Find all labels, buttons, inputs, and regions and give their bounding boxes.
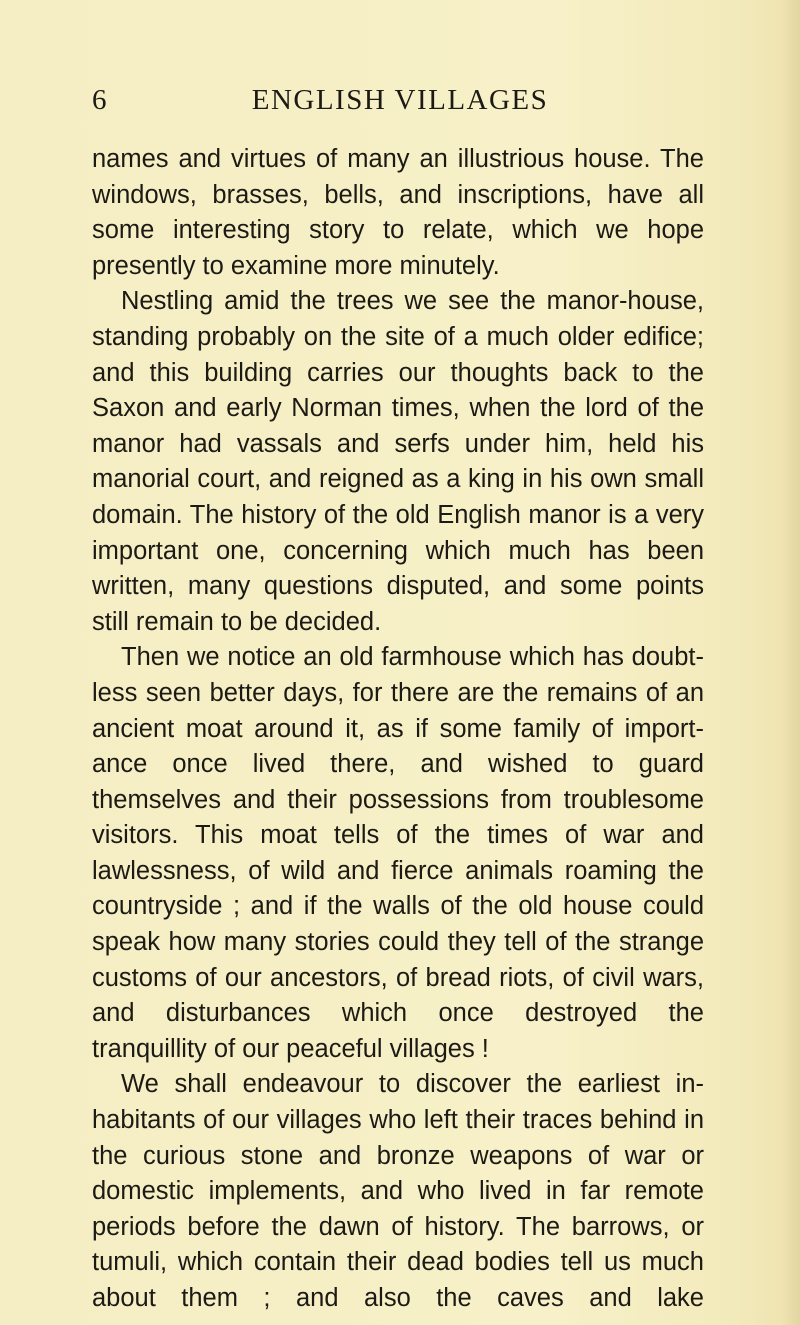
paragraph-manor-house: Nestling amid the trees we see the manor-house, standing probably on the site of a much older edifice; and this building carries our thoughts back to the Saxon and early Norman times, when the lord of the manor had vassals and serfs under him, held his manorial court, and reigned as a king in his own small domain. The history of the old English manor is a very important one, concerning which much has been written, many questions disputed, and some points still remain to be decided. <box>92 287 704 636</box>
paragraph-earliest-inhabitants: We shall endeavour to discover the earliest inhabitants of our villages who left their traces behind in the curious stone and bronze weapons of war or domestic implements, and who lived in far remote periods before the dawn of history. The barrows, or tumuli, which contain their dead bodies tell us much about them ; and also the caves and lake <box>92 1070 704 1312</box>
running-title: ENGLISH VILLAGES <box>251 84 549 116</box>
body-text <box>92 142 704 1317</box>
page-edge-shadow <box>782 0 800 1325</box>
page-number: 6 <box>92 84 108 116</box>
running-head <box>92 84 708 124</box>
paragraph-continued: names and virtues of many an illustrious house. The windows, brasses, bells, and inscriptions, have all some interesting story to relate, which we hope presently to examine more minutely. <box>92 145 704 280</box>
paragraph-farmhouse: Then we notice an old farmhouse which has doubtless seen better days, for there are the remains of an ancient moat around it, as if some family of importance once lived there, and wished to guard themselves and their possessions from troublesome visitors. This moat tells of the times of war and lawlessness, of wild and fierce animals roaming the countryside ; and if the walls of the old house could speak how many stories could they tell of the strange customs of our ancestors, of bread riots, of civil wars, and disturbances which once destroyed the tranquillity of our peaceful villages ! <box>92 643 704 1063</box>
